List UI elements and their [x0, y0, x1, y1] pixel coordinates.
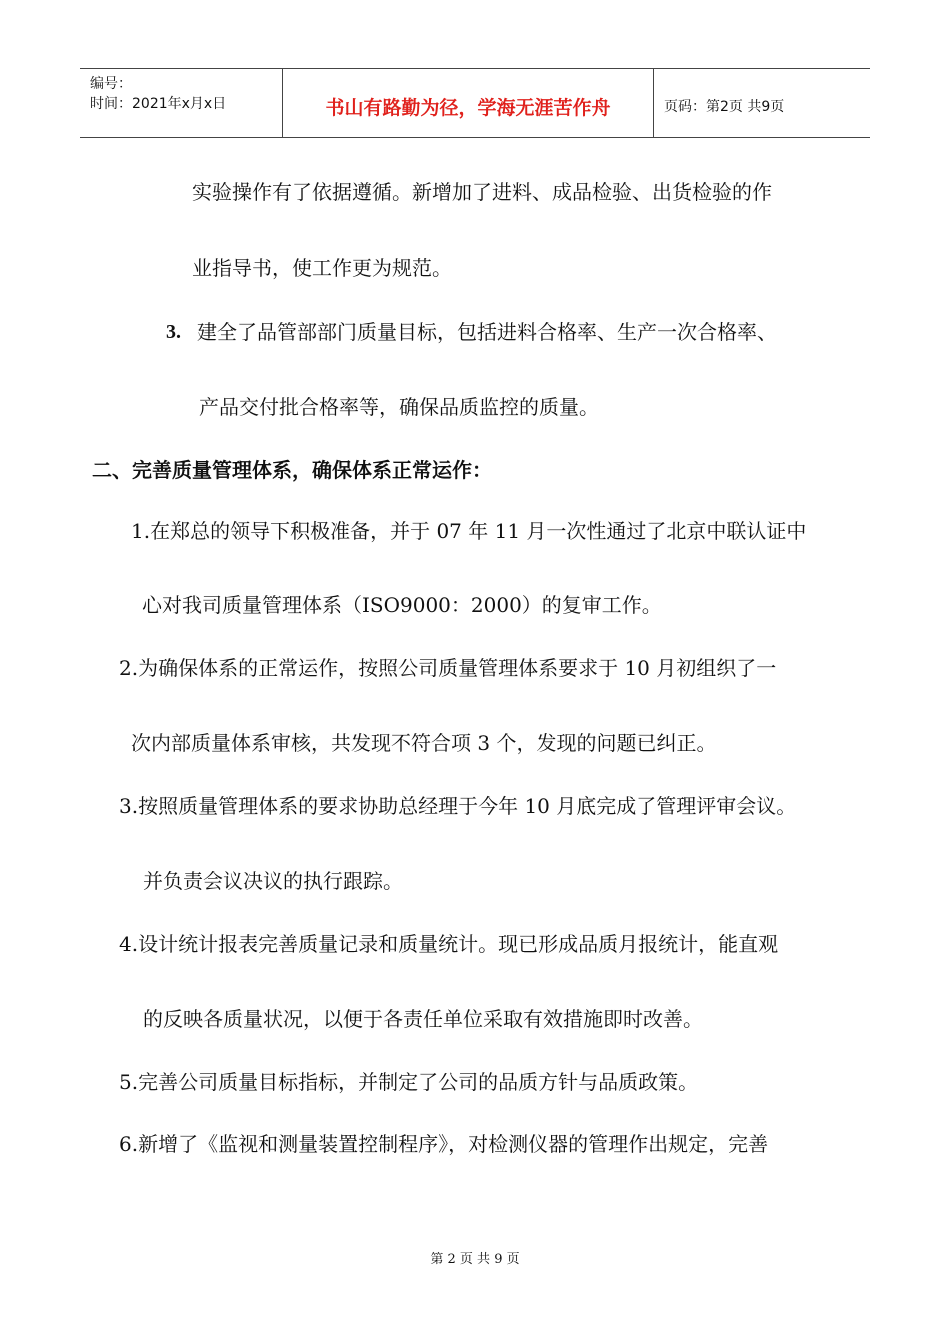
- list-item-number: 3.: [166, 321, 181, 343]
- body-line: 心对我司质量管理体系（ISO9000：2000）的复审工作。: [142, 593, 662, 617]
- body-line: 的反映各质量状况，以便于各责任单位采取有效措施即时改善。: [143, 1007, 703, 1031]
- page-footer: 第 2 页 共 9 页: [430, 1252, 520, 1267]
- header-center-cell: [282, 69, 654, 137]
- body-line: 次内部质量体系审核，共发现不符合项 3 个，发现的问题已纠正。: [131, 731, 717, 755]
- body-line: 2.为确保体系的正常运作，按照公司质量管理体系要求于 10 月初组织了一: [119, 656, 777, 680]
- body-line: 建全了品管部部门质量目标，包括进料合格率、生产一次合格率、: [197, 320, 777, 344]
- body-line: 5.完善公司质量目标指标，并制定了公司的品质方针与品质政策。: [119, 1070, 699, 1094]
- body-line: 业指导书，使工作更为规范。: [192, 256, 452, 280]
- page-header-table: [80, 68, 870, 138]
- body-line: 产品交付批合格率等，确保品质监控的质量。: [199, 395, 599, 419]
- document-number-label: 编号：: [90, 76, 132, 92]
- body-line: 4.设计统计报表完善质量记录和质量统计。现已形成品质月报统计，能直观: [119, 932, 779, 956]
- body-line: 1.在郑总的领导下积极准备，并于 07 年 11 月一次性通过了北京中联认证中: [131, 519, 807, 543]
- body-line: 实验操作有了依据遵循。新增加了进料、成品检验、出货检验的作: [192, 180, 772, 204]
- header-motto: 书山有路勤为径，学海无涯苦作舟: [325, 97, 611, 119]
- document-time-label: 时间：2021年x月x日: [90, 96, 227, 112]
- body-line: 6.新增了《监视和测量装置控制程序》，对检测仪器的管理作出规定，完善: [119, 1132, 769, 1156]
- body-line: 3.按照质量管理体系的要求协助总经理于今年 10 月底完成了管理评审会议。: [119, 794, 797, 818]
- header-page-info: 页码：第2页 共9页: [664, 99, 785, 115]
- header-left-cell: [80, 69, 280, 137]
- body-line: 并负责会议决议的执行跟踪。: [143, 869, 403, 893]
- header-right-cell: [654, 69, 870, 137]
- section-heading: 二、完善质量管理体系，确保体系正常运作：: [92, 458, 492, 482]
